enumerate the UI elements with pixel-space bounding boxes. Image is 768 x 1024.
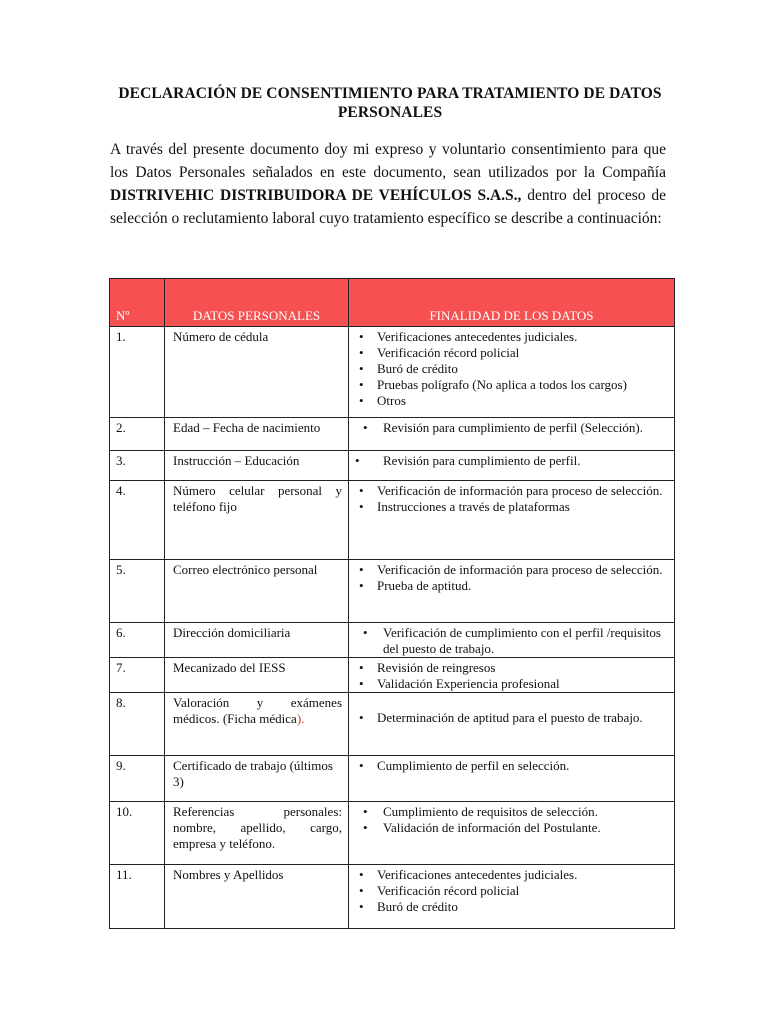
personal-data-cell: Edad – Fecha de nacimiento: [165, 418, 349, 451]
purpose-item: • Verificación de cumplimiento con el perfil /requisitos del puesto de trabajo.: [353, 625, 669, 657]
data-purpose-table: [109, 278, 675, 929]
company-name: DISTRIVEHIC DISTRIBUIDORA DE VEHÍCULOS S.A.S.,: [110, 187, 522, 204]
personal-data-cell: Número celular personal y teléfono fijo: [165, 481, 349, 560]
purpose-item: • Revisión de reingresos: [353, 660, 669, 676]
row-number: 9.: [110, 756, 165, 802]
purpose-cell: [349, 481, 675, 560]
personal-data-cell: Correo electrónico personal: [165, 560, 349, 623]
purpose-item: • Verificaciones antecedentes judiciales.: [353, 867, 669, 883]
personal-data-cell: Referencias personales: nombre, apellido, cargo, empresa y teléfono.: [165, 802, 349, 865]
intro-text-start: A través del presente documento doy mi expreso y voluntario consentimiento para que los Datos Personales señalados en este documento, sean utilizados por la Compañía: [110, 141, 666, 181]
purpose-cell: [349, 623, 675, 658]
table-row: [110, 327, 675, 418]
purpose-item: • Instrucciones a través de plataformas: [353, 499, 669, 515]
header-number: Nº: [110, 279, 165, 327]
table-row: [110, 658, 675, 693]
personal-data-cell: Mecanizado del IESS: [165, 658, 349, 693]
purpose-cell: [349, 658, 675, 693]
purpose-item: • Determinación de aptitud para el puesto de trabajo.: [353, 710, 669, 726]
purpose-item: • Verificación de información para proceso de selección.: [353, 562, 669, 578]
row-number: 1.: [110, 327, 165, 418]
row-number: 5.: [110, 560, 165, 623]
purpose-item: • Validación de información del Postulante.: [353, 820, 669, 836]
row-number: 2.: [110, 418, 165, 451]
purpose-item: • Revisión para cumplimiento de perfil.: [353, 453, 669, 469]
row-number: 4.: [110, 481, 165, 560]
purpose-cell: [349, 560, 675, 623]
purpose-item: • Revisión para cumplimiento de perfil (Selección).: [353, 420, 669, 436]
purpose-item: • Verificación récord policial: [353, 345, 669, 361]
personal-data-cell: Instrucción – Educación: [165, 451, 349, 481]
purpose-item: • Verificaciones antecedentes judiciales.: [353, 329, 669, 345]
purpose-item: • Prueba de aptitud.: [353, 578, 669, 594]
personal-data-text: Valoración y exámenes médicos. (Ficha médica: [173, 695, 342, 726]
personal-data-cell: Nombres y Apellidos: [165, 865, 349, 929]
intro-paragraph: [110, 138, 666, 230]
personal-data-cell: [165, 693, 349, 756]
purpose-item: • Cumplimiento de requisitos de selección.: [353, 804, 669, 820]
personal-data-cell: Dirección domiciliaria: [165, 623, 349, 658]
table-row: [110, 756, 675, 802]
purpose-cell: [349, 802, 675, 865]
row-number: 8.: [110, 693, 165, 756]
table-row: [110, 481, 675, 560]
row-number: 7.: [110, 658, 165, 693]
intro-text-end: dentro del proceso de selección o reclutamiento laboral cuyo tratamiento específico se describe a continuación:: [110, 187, 666, 227]
purpose-item: • Pruebas polígrafo (No aplica a todos los cargos): [353, 377, 669, 393]
table-row: [110, 451, 675, 481]
table-row: [110, 865, 675, 929]
purpose-cell: [349, 865, 675, 929]
purpose-cell: [349, 451, 675, 481]
table-row: [110, 418, 675, 451]
document-title: DECLARACIÓN DE CONSENTIMIENTO PARA TRATAMIENTO DE DATOS PERSONALES: [118, 85, 662, 121]
header-purpose: FINALIDAD DE LOS DATOS: [349, 279, 675, 327]
table-row: [110, 623, 675, 658]
row-number: 6.: [110, 623, 165, 658]
table-row: [110, 802, 675, 865]
table-row: [110, 560, 675, 623]
purpose-item: • Buró de crédito: [353, 361, 669, 377]
row-number: 11.: [110, 865, 165, 929]
header-personal-data: DATOS PERSONALES: [165, 279, 349, 327]
purpose-item: • Otros: [353, 393, 669, 409]
purpose-item: • Verificación récord policial: [353, 883, 669, 899]
purpose-cell: [349, 418, 675, 451]
purpose-item: • Validación Experiencia profesional: [353, 676, 669, 692]
personal-data-cell: Certificado de trabajo (últimos 3): [165, 756, 349, 802]
row-number: 3.: [110, 451, 165, 481]
purpose-cell: [349, 327, 675, 418]
red-punctuation: ).: [296, 711, 305, 726]
row-number: 10.: [110, 802, 165, 865]
purpose-cell: [349, 693, 675, 756]
purpose-item: • Cumplimiento de perfil en selección.: [353, 758, 669, 774]
purpose-cell: [349, 756, 675, 802]
personal-data-cell: Número de cédula: [165, 327, 349, 418]
purpose-item: • Buró de crédito: [353, 899, 669, 915]
table-header: [110, 279, 675, 327]
table-row: [110, 693, 675, 756]
purpose-item: • Verificación de información para proceso de selección.: [353, 483, 669, 499]
